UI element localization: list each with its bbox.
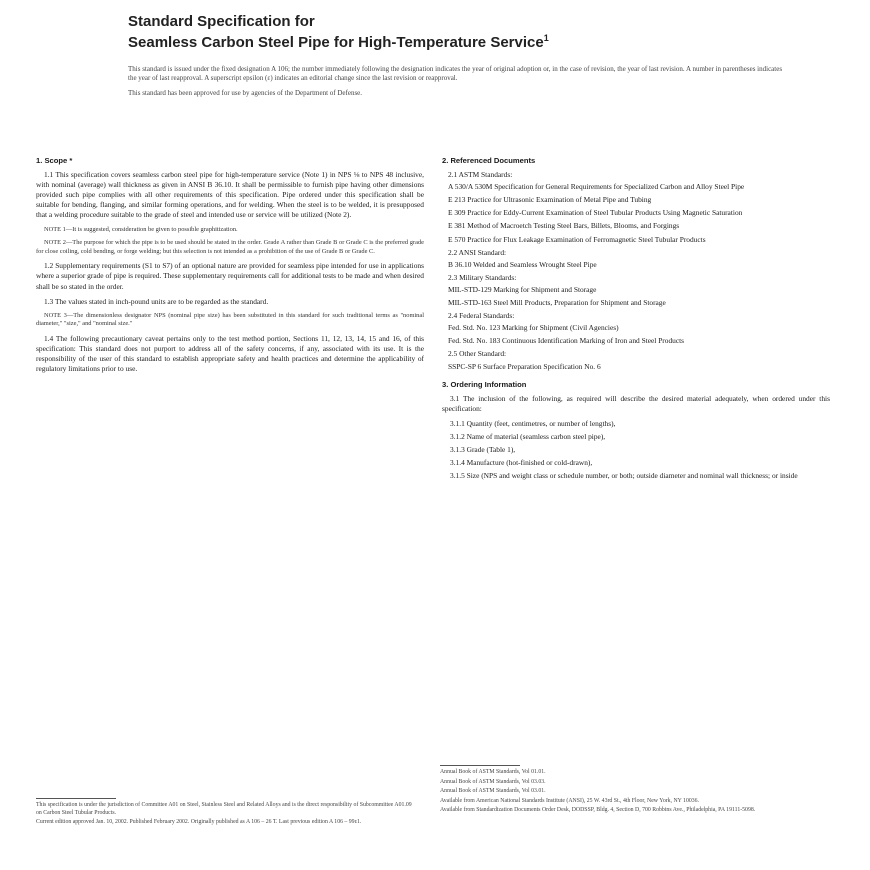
order-item: 3.1.2 Name of material (seamless carbon steel pipe), (450, 431, 606, 441)
order-item: 3.1.5 Size (NPS and weight class or schedule number, or both; outside diameter and nominal wall thickness; or inside (450, 471, 798, 481)
right-column (442, 156, 830, 484)
note-1: NOTE 1—It is suggested, consideration be given to possible graphitization. (44, 225, 238, 233)
note-3: NOTE 3—The dimensionless designator NPS (nominal pipe size) has been substituted in this standard for such traditional terms as "nominal diameter," "size," and "nominal size." (36, 311, 424, 328)
title-footnote-mark: 1 (543, 33, 549, 43)
left-footnotes (36, 802, 412, 829)
reference-item: MIL-STD-163 Steel Mill Products, Preparation for Shipment and Storage (448, 298, 666, 308)
order-item: 3.1.3 Grade (Table 1), (450, 445, 516, 455)
referenced-documents-heading: 2. Referenced Documents (442, 156, 536, 165)
order-item: 3.1.4 Manufacture (hot-finished or cold-drawn), (450, 458, 593, 468)
reference-item: A 530/A 530M Specification for General Requirements for Specialized Carbon and Alloy Steel Pipe (448, 182, 745, 192)
other-standard-heading: 2.5 Other Standard: (448, 349, 507, 359)
ansi-standard-heading: 2.2 ANSI Standard: (448, 247, 507, 257)
right-footnotes (440, 769, 810, 817)
reference-item: B 36.10 Welded and Seamless Wrought Steel Pipe (448, 259, 597, 269)
astm-standards-heading: 2.1 ASTM Standards: (448, 170, 513, 180)
left-column (36, 156, 424, 484)
paragraph-1-3: 1.3 The values stated in inch-pound units are to be regarded as the standard. (44, 296, 269, 306)
footnote: Annual Book of ASTM Standards, Vol 03.01. (440, 788, 546, 795)
reference-item: E 570 Practice for Flux Leakage Examination of Ferromagnetic Steel Tubular Products (448, 234, 706, 244)
title-line-1: Standard Specification for (128, 13, 315, 30)
scope-heading: 1. Scope * (36, 156, 73, 165)
reference-item: SSPC-SP 6 Surface Preparation Specification No. 6 (448, 361, 601, 371)
paragraph-1-2: 1.2 Supplementary requirements (S1 to S7) of an optional nature are provided for seamless pipe intended for use in applications where a superior grade of pipe is required. These supplementary requirements call for additional tests to be made and when desired shall be so stated in the order. (36, 261, 424, 291)
title-line-2 (128, 30, 812, 51)
military-standards-heading: 2.3 Military Standards: (448, 272, 517, 282)
footnote: This specification is under the jurisdiction of Committee A01 on Steel, Stainless Steel and Related Alloys and is the direct responsibility of Subcommittee A01.09 on Carbon Steel Tubular Products. (36, 802, 412, 816)
paragraph-1-4: 1.4 The following precautionary caveat pertains only to the test method portion, Sections 11, 12, 13, 14, 15 and 16, of this specification: This standard does not purport to address all of the safety concerns, if any, associated with its use. It is the responsibility of the user of this standard to establish appropriate safety and health practices and determine the applicability of regulatory limitations prior to use. (36, 333, 424, 374)
reference-item: MIL-STD-129 Marking for Shipment and Storage (448, 284, 597, 294)
paragraph-3-1: 3.1 The inclusion of the following, as required will describe the desired material adequately, when ordered under this specification: (442, 393, 830, 413)
ordering-information-heading: 3. Ordering Information (442, 379, 527, 389)
intro-block (128, 65, 812, 98)
left-footnote-rule (36, 798, 116, 799)
reference-item: E 381 Method of Macroetch Testing Steel Bars, Billets, Blooms, and Forgings (448, 221, 680, 231)
footnote: Current edition approved Jan. 10, 2002. Published February 2002. Originally published as A 106 – 26 T. Last previous edition A 106 – 99ε1. (36, 819, 362, 826)
title-text: Seamless Carbon Steel Pipe for High-Temperature Service (128, 34, 544, 51)
footnote: Annual Book of ASTM Standards, Vol 03.03. (440, 778, 546, 785)
intro-paragraph-1: This standard is issued under the fixed designation A 106; the number immediately following the designation indicates the year of original adoption or, in the case of revision, the year of last revision. A number in parentheses indicates the year of last reapproval. A superscript epsilon (ε) indicates an editorial change since the last revision or reapproval. (128, 65, 783, 82)
reference-item: E 309 Practice for Eddy-Current Examination of Steel Tubular Products Using Magnetic Saturation (448, 208, 743, 218)
federal-standards-heading: 2.4 Federal Standards: (448, 311, 515, 321)
intro-paragraph-2: This standard has been approved for use by agencies of the Department of Defense. (128, 89, 363, 97)
reference-item: Fed. Std. No. 123 Marking for Shipment (Civil Agencies) (448, 323, 619, 333)
paragraph-1-1: 1.1 This specification covers seamless carbon steel pipe for high-temperature service (Note 1) in NPS ⅛ to NPS 48 inclusive, with nominal (average) wall thickness as given in ANSI B 36.10. It shall be permissible to furnish pipe having other dimensions provided such pipe complies with all other requirements of this specification. Pipe ordered under this specification shall be suitable for bending, flanging, and similar forming operations, and for welding. When the steel is to be welded, it is presupposed that a welding procedure suitable to the grade of steel and intended use or service will be utilized (Note 2). (36, 170, 424, 220)
note-2: NOTE 2—The purpose for which the pipe is to be used should be stated in the order. Grade A rather than Grade B or Grade C is the preferred grade for close coiling, cold bending, or forge welding; but this selection is not intended as a prohibition of the use of Grade B or Grade C. (36, 239, 424, 255)
two-column-body (36, 156, 830, 484)
footnote: Annual Book of ASTM Standards, Vol 01.01. (440, 769, 546, 775)
order-item: 3.1.1 Quantity (feet, centimetres, or number of lengths), (450, 418, 616, 428)
right-footnote-rule (440, 765, 520, 766)
footnote: Available from American National Standards Institute (ANSI), 25 W. 43rd St., 4th Floor, New York, NY 10036. (440, 797, 699, 804)
footnote: Available from Standardization Documents Order Desk, DODSSP, Bldg. 4, Section D, 700 Robbins Ave., Philadelphia, PA 19111-5098. (440, 807, 756, 814)
reference-item: E 213 Practice for Ultrasonic Examination of Metal Pipe and Tubing (448, 195, 652, 205)
reference-item: Fed. Std. No. 183 Continuous Identification Marking of Iron and Steel Products (448, 336, 685, 346)
